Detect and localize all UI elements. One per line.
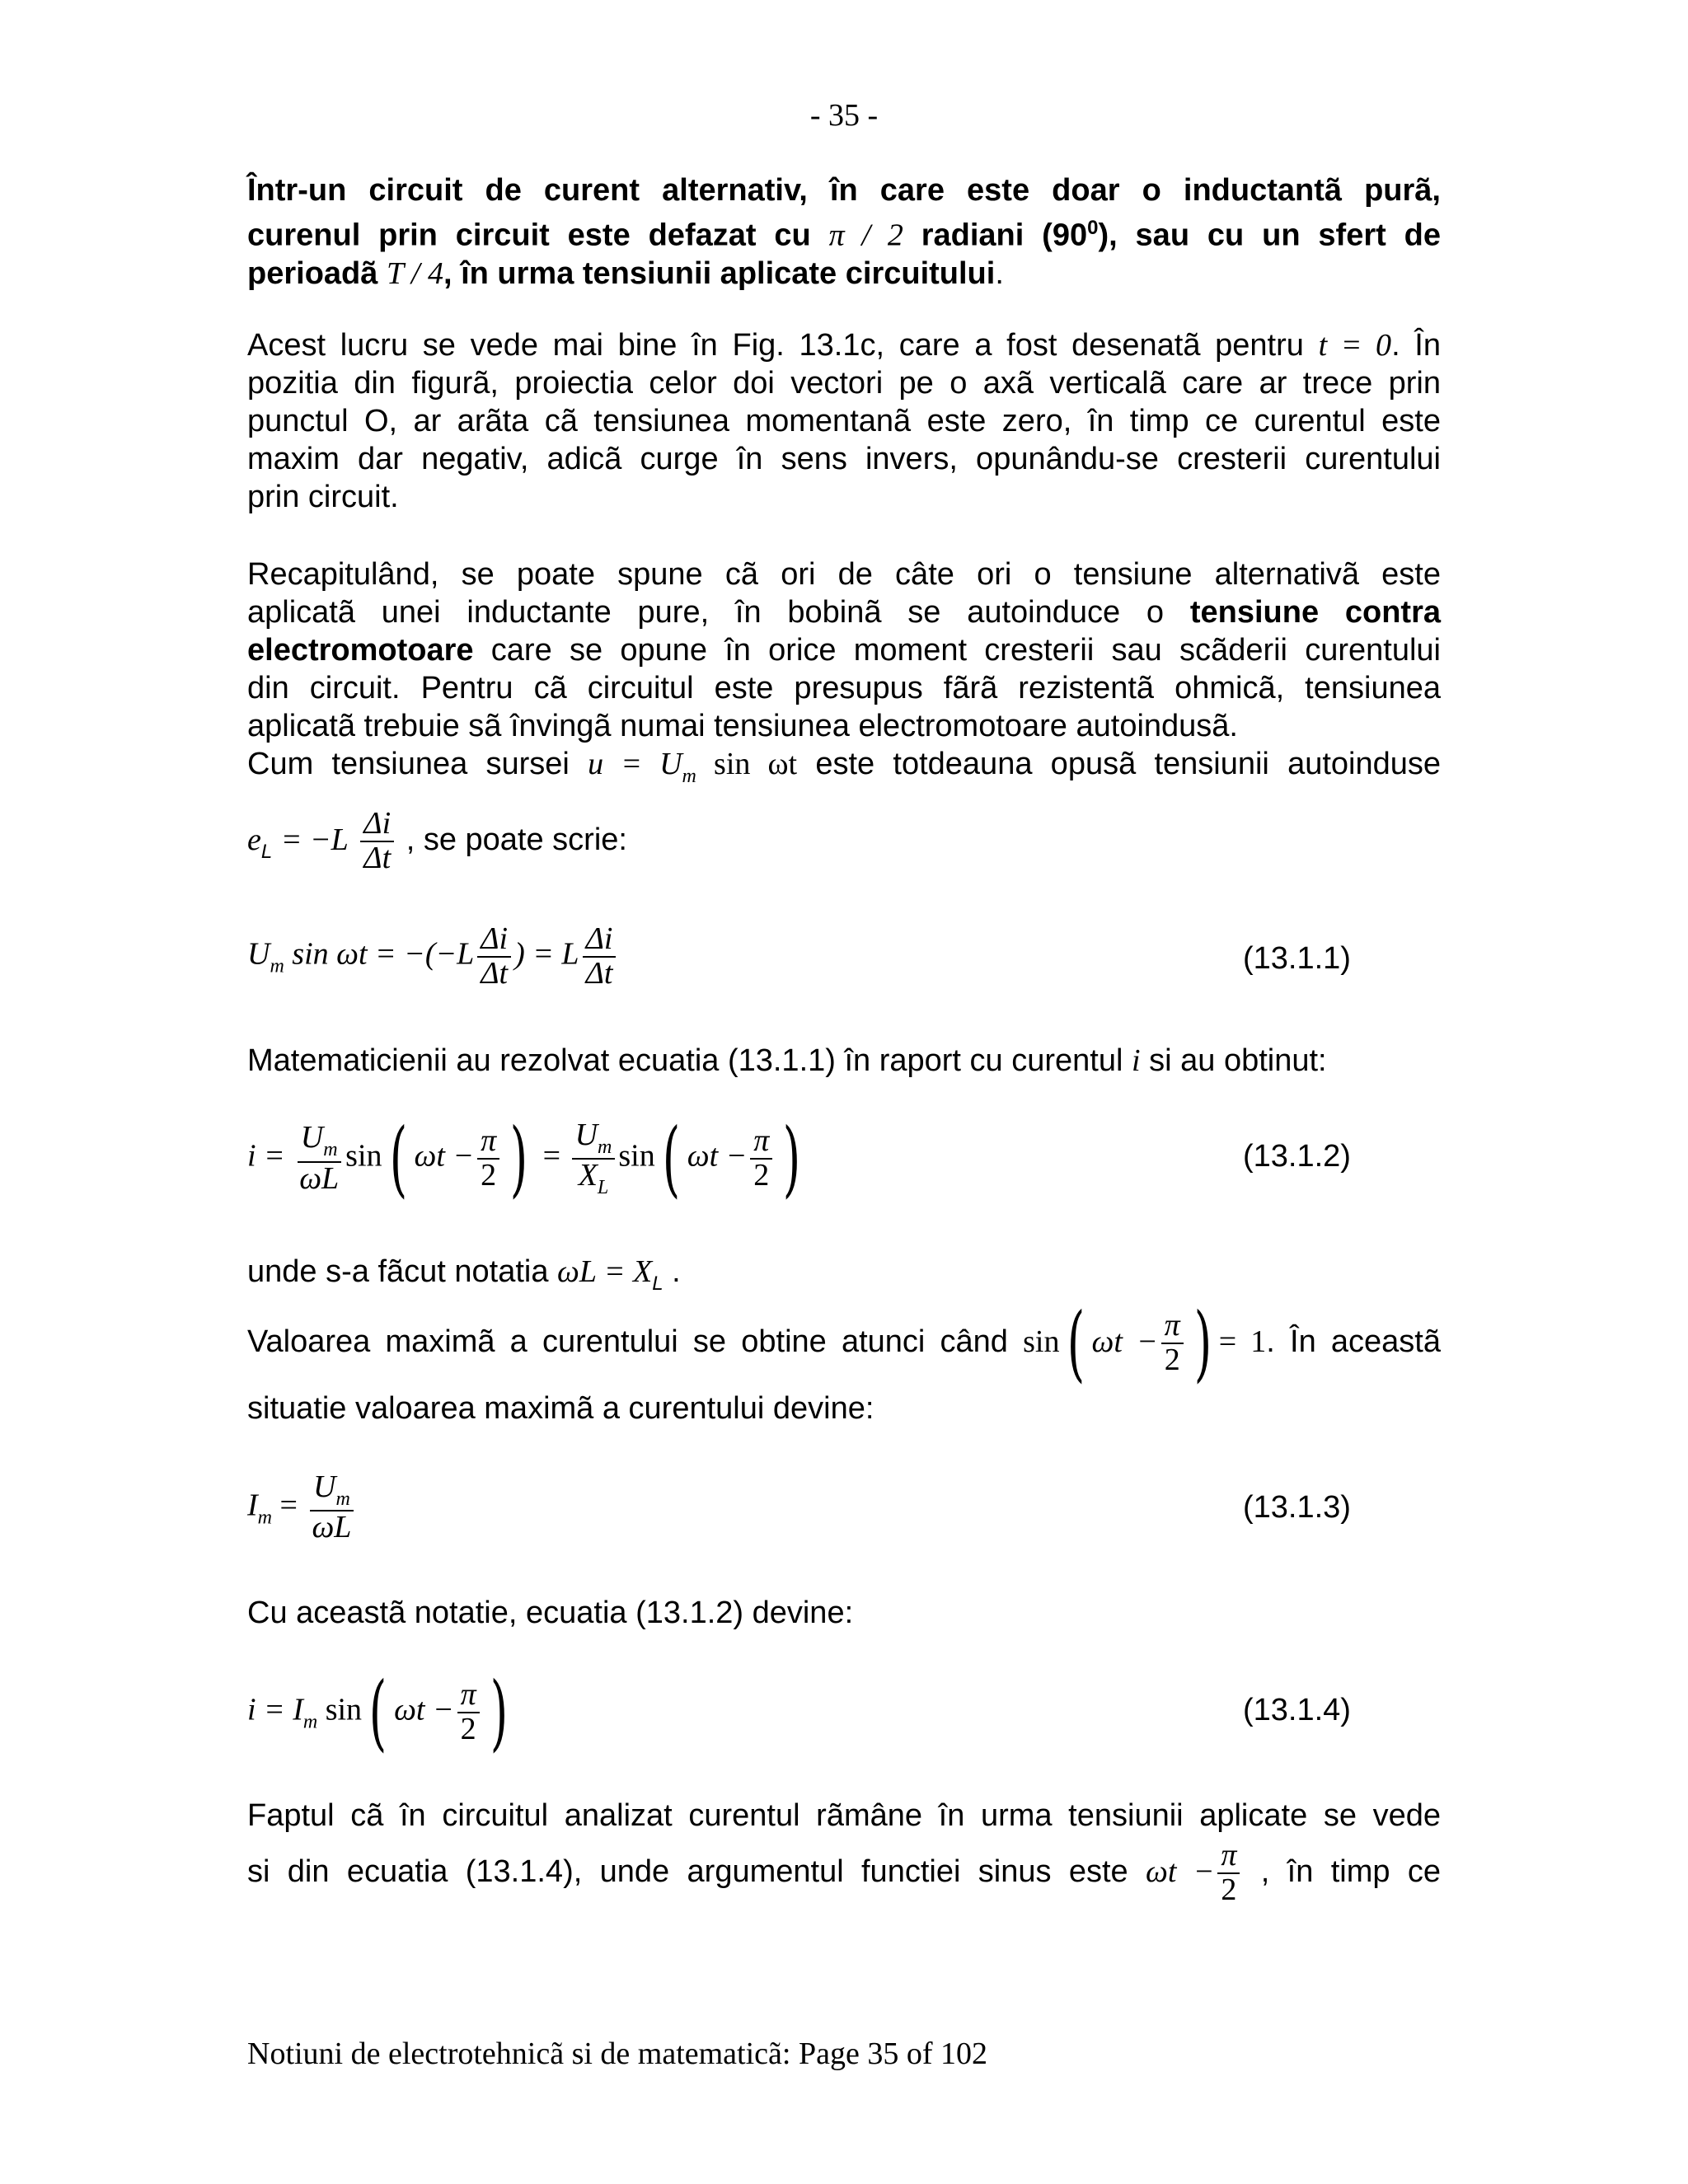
self-induced-emf-line: $e_L = -L$ $\frac{\Delta i}{\Delta t}$ , se poate scrie: — [247, 806, 627, 875]
math-source-voltage: $u = U_m$ sin ωt — [588, 747, 798, 787]
paragraph-1 — [247, 171, 1441, 293]
p8-line-1: Faptul cã în circuitul analizat curentul rãmâne în urma tensiunii aplicate se vede — [247, 1798, 1441, 1833]
equation-number-13-1-2: (13.1.2) — [1243, 1139, 1351, 1174]
equation-13-1-4: $i = I_m$ sin( ωt − $\frac{\pi}{2}$ ) — [247, 1664, 508, 1760]
p3-line-6: Cum tensiunea sursei $u = U_m$ sin ωt este totdeauna opusã tensiunii autoinduse — [247, 747, 1442, 787]
equation-13-1-3: $I_m$ = $\frac{U_m}{\omega L}$ — [247, 1471, 358, 1544]
equation-13-1-1: $U_m$ sin ωt = −(−L $\frac{\Delta i}{\Delta t}$ ) = L $\frac{\Delta i}{\Delta t}$ — [247, 923, 619, 991]
p3-line-5: aplicatã trebuie sã învingã numai tensiunea electromotoare autoindusã. — [247, 709, 1238, 743]
p6-line-2: situatie valoarea maximã a curentului devine: — [247, 1391, 874, 1426]
p2-line-3: punctul O, ar arãta cã tensiunea momentanã este zero, în timp ce curentul este — [247, 404, 1441, 438]
page-footer: Notiuni de electrotehnicã si de matematicã: Page 35 of 102 — [247, 2036, 987, 2071]
p1-line-3: perioadã T / 4, în urma tensiunii aplicate circuitului. — [247, 255, 1004, 291]
paragraph-8 — [247, 1797, 1441, 1909]
equation-number-13-1-4: (13.1.4) — [1243, 1693, 1351, 1727]
p2-line-4: maxim dar negativ, adicã curge în sens invers, opunându-se cresterii curentului — [247, 442, 1441, 476]
equation-number-13-1-3: (13.1.3) — [1243, 1490, 1351, 1525]
p3-line-2: aplicatã unei inductante pure, în bobinã se autoinduce o tensiune contra — [247, 595, 1441, 630]
paragraph-5: unde s-a fãcut notatia $\omega L = X_L$ . — [247, 1254, 681, 1295]
p1-line-2: curenul prin circuit este defazat cu π / 2 radiani $(90^0)$, sau cu un sfert de — [247, 217, 1441, 253]
page-number: - 35 - — [809, 98, 879, 133]
paragraph-3 — [247, 555, 1441, 795]
paragraph-4: Matematicienii au rezolvat ecuatia (13.1.1) în raport cu curentul i si au obtinut: — [247, 1043, 1327, 1078]
p2-line-5: prin circuit. — [247, 480, 399, 514]
equation-number-13-1-1: (13.1.1) — [1243, 941, 1351, 976]
math-t-over-4: T / 4 — [386, 255, 443, 291]
math-t-equals-0: t = 0 — [1318, 328, 1392, 363]
p1-line-1: Într-un circuit de curent alternativ, în care este doar o inductantã purã, — [247, 173, 1441, 208]
math-pi-over-2: π / 2 — [828, 218, 903, 253]
p2-line-1: Acest lucru se vede mai bine în Fig. 13.1c, care a fost desenatã pentru t = 0. În — [247, 328, 1441, 363]
paragraph-2 — [247, 326, 1441, 516]
p3-line-1: Recapitulând, se poate spune cã ori de câte ori o tensiune alternativã este — [247, 557, 1441, 592]
equation-13-1-2: i = $\frac{U_m}{\omega L}$ sin( ωt − $\frac{\pi}{2}$ ) = $\frac{U_m}{X_L}$ sin( ωt − $\frac{\pi}{2}$ ) — [247, 1110, 801, 1207]
p3-line-4: din circuit. Pentru cã circuitul este presupus fãrã rezistentã ohmicã, tensiunea — [247, 671, 1441, 705]
p3-line-3: electromotoare care se opune în orice moment cresterii sau scãderii curentului — [247, 633, 1442, 668]
paragraph-7: Cu aceastã notatie, ecuatia (13.1.2) devine: — [247, 1596, 854, 1630]
p2-line-2: pozitia din figurã, proiectia celor doi vectori pe o axã verticalã care ar trece prin — [247, 366, 1441, 401]
p8-line-2: si din ecuatia (13.1.4), unde argumentul functiei sinus este ωt − $\frac{\pi}{2}$ , în timp ce — [247, 1838, 1442, 1907]
p6-line-1: Valoarea maximã a curentului se obtine atunci când sin( ωt − $\frac{\pi}{2}$ ) = 1. În aceastã — [247, 1295, 1441, 1391]
fraction-di-dt: $\frac{\Delta i}{\Delta t}$ — [360, 808, 394, 875]
paragraph-6 — [247, 1295, 1441, 1427]
